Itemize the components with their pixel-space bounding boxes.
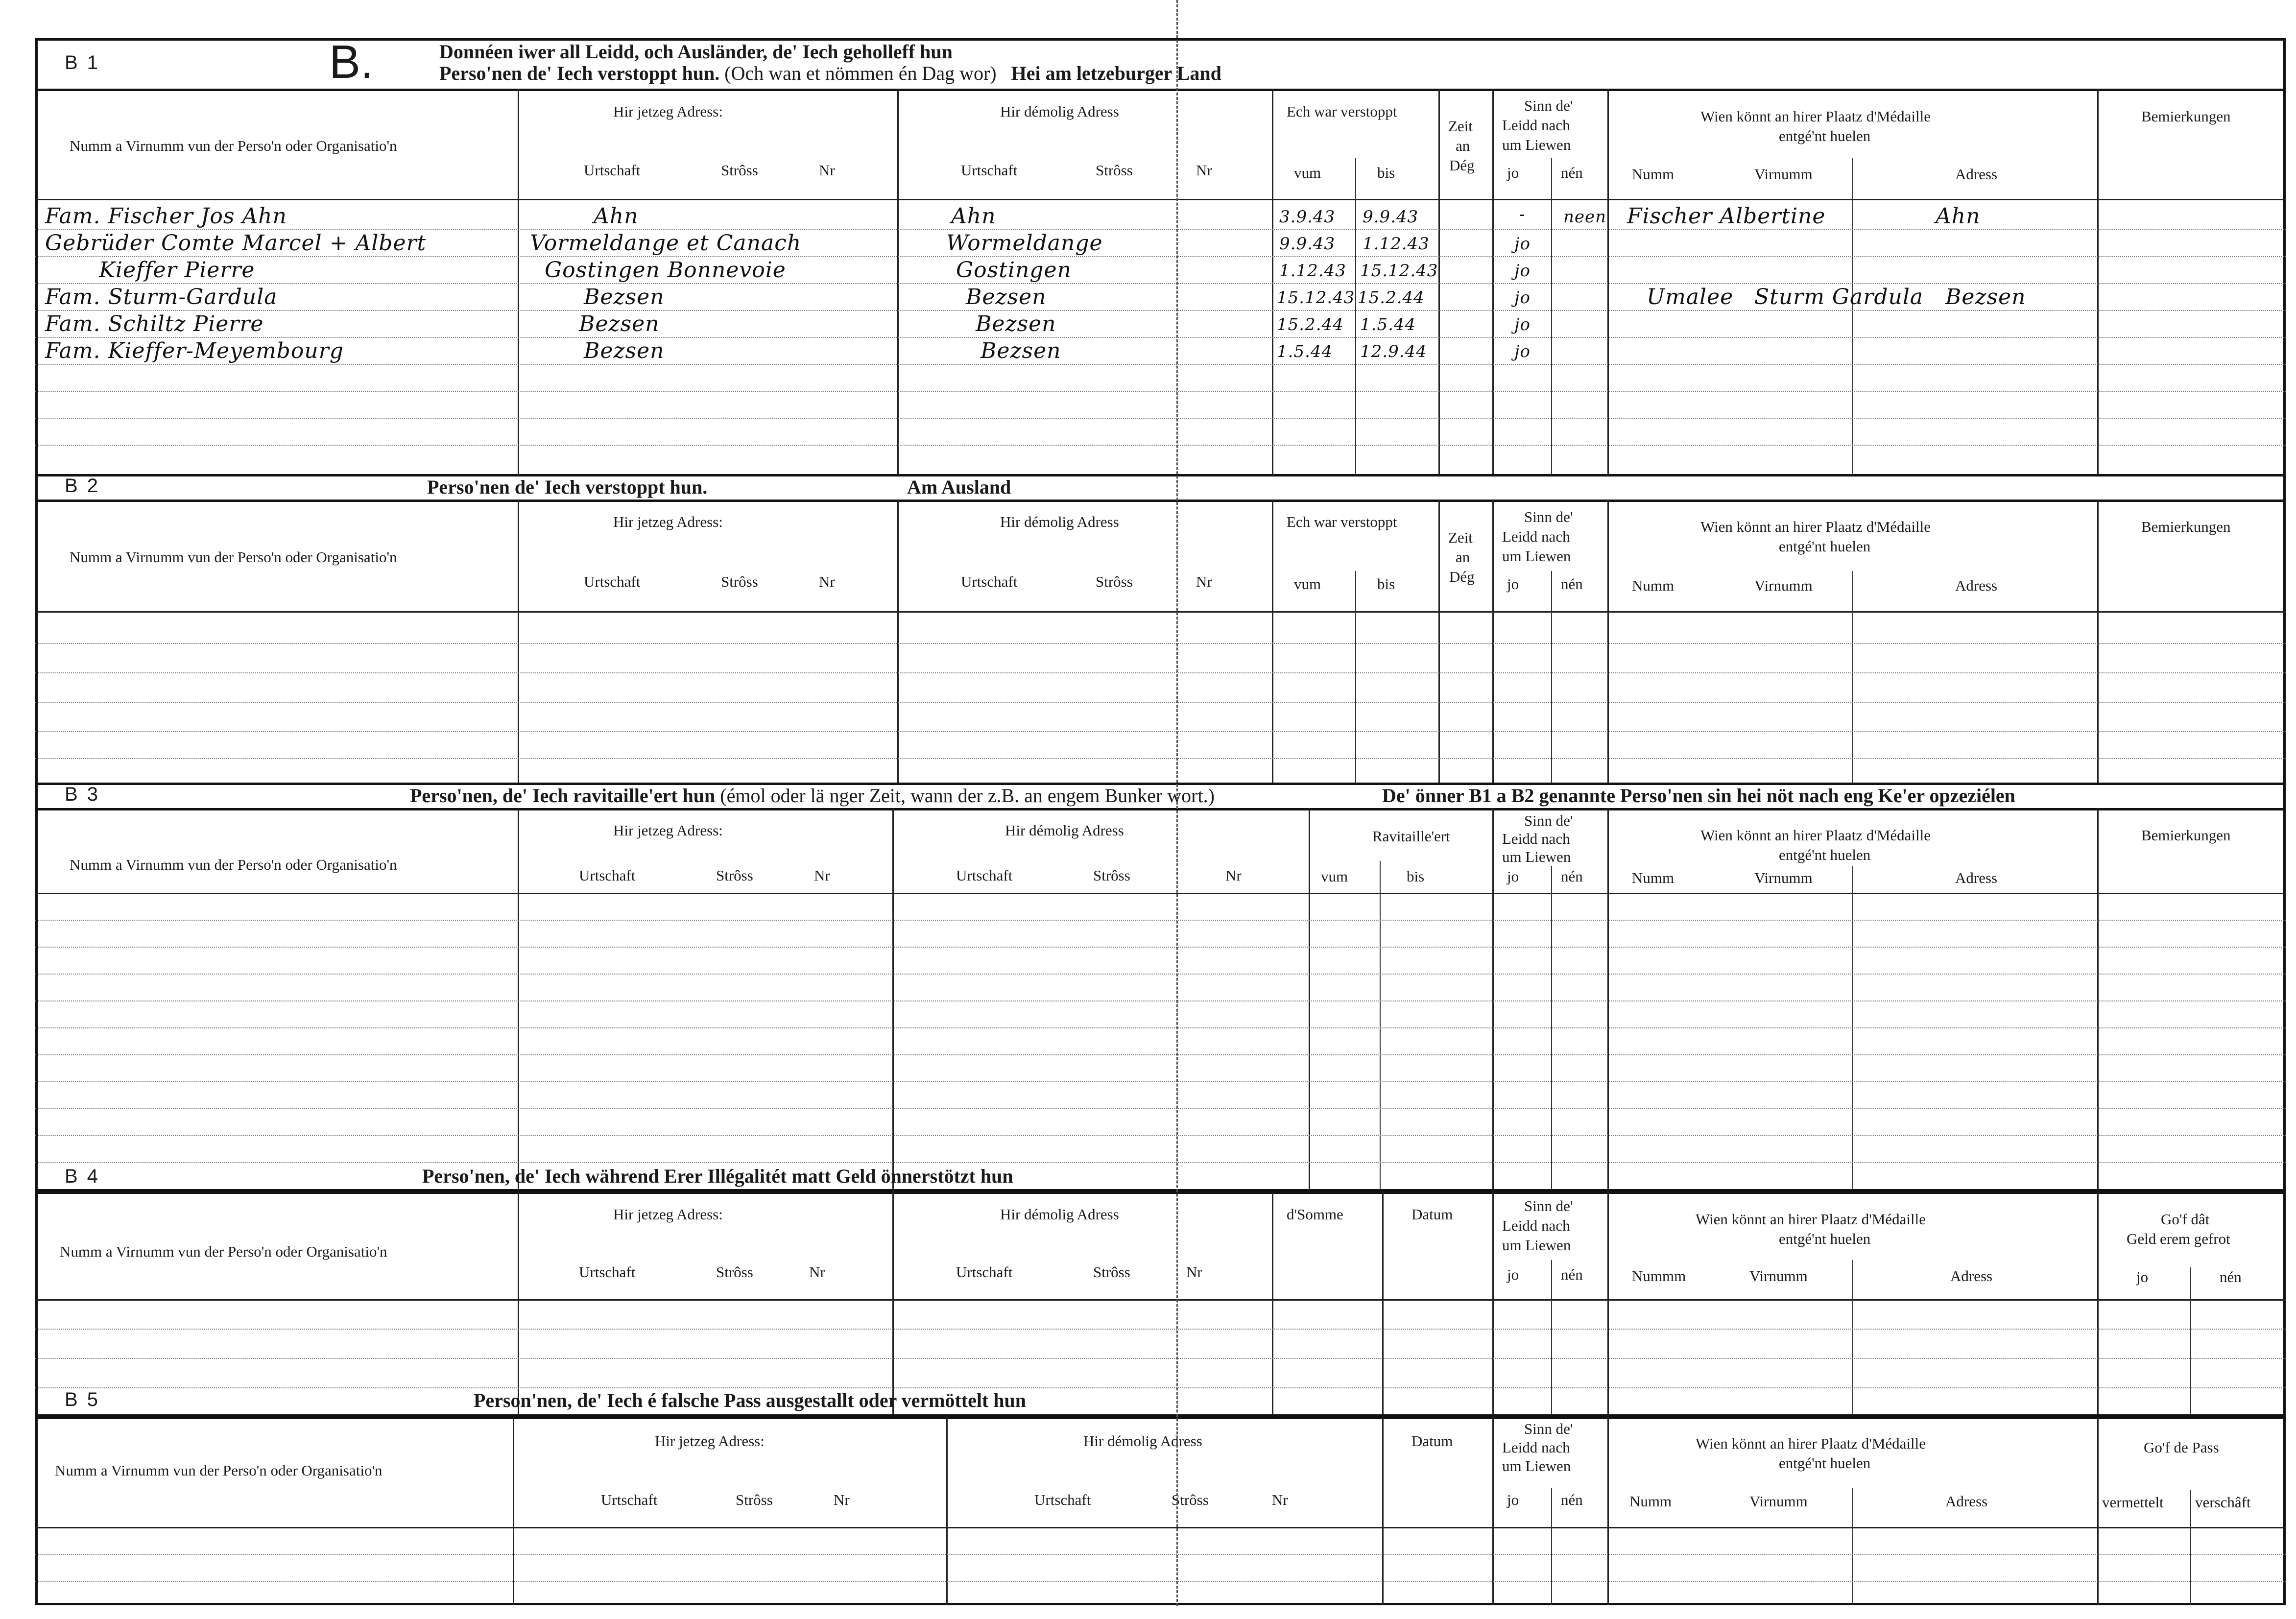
row-line [35,1027,2286,1028]
row-line [35,1000,2286,1001]
row-line [35,1081,2286,1082]
divider [35,1417,2286,1419]
col-divider [518,500,519,783]
row-line [35,1054,2286,1055]
col-divider [1852,1260,1853,1414]
col-street: Strôss [721,573,758,590]
row-line [35,1581,2286,1582]
row-from: 3.9.43 [1279,207,1336,227]
col-divider [2097,1417,2099,1605]
col-divider [1551,158,1552,474]
col-nr: Nr [814,867,830,884]
row-line [35,391,2286,392]
row-line [35,672,2286,673]
b1-title-line2: Perso'nen de' Iech verstoppt hun. (Och wan et nömmen én Dag wor) Hei am letzeburger Land [439,62,1221,84]
row-yes: jo [1514,315,1531,334]
col-alive: Leidd nach [1502,528,1570,545]
col-divider [2097,808,2099,1189]
col-hidden: Ech war verstoppt [1287,103,1397,120]
col-m-first: Virnumm [1754,577,1813,594]
divider [35,1299,2286,1301]
col-former-address: Hir démolig Adress [1083,1432,1202,1450]
col-date: Datum [1411,1206,1453,1223]
row-yes: jo [1514,288,1531,308]
row-current: Bezsen [579,311,660,336]
col-m-name: Nummm [1632,1267,1686,1285]
col-alive: Leidd nach [1502,117,1570,134]
col-m-addr: Adress [1955,166,1998,183]
col-town: Urtschaft [956,1263,1013,1281]
col-street: Strôss [716,867,753,884]
row-m-addr: Bezsen [1945,285,2026,310]
col-yes: jo [1507,868,1519,885]
col-alive: um Liewen [1502,1457,1571,1475]
b5-title: Person'nen, de' Iech é falsche Pass ausgestallt oder vermöttelt hun [474,1389,1027,1411]
col-divider [513,1417,514,1605]
col-medal: entgé'nt huelen [1779,846,1871,863]
row-line [35,364,2286,365]
col-alive: um Liewen [1502,1237,1571,1254]
col-name-label: Numm a Virnumm vun der Perso'n oder Organisatio'n [60,1243,387,1260]
col-yes: jo [1507,1266,1519,1283]
row-line [35,974,2286,975]
col-street: Strôss [736,1491,773,1508]
col-remarks: Bemierkungen [2141,518,2231,535]
row-m-name: Sturm Gardula [1754,285,1924,310]
section-tag-b5: B 5 [65,1389,100,1410]
divider [35,611,2286,613]
col-divider [1380,861,1381,1189]
col-m-first: Virnumm [1754,166,1813,183]
row-to: 1.12.43 [1363,234,1430,254]
col-medal: entgé'nt huelen [1779,1230,1871,1247]
col-town: Urtschaft [579,867,636,884]
row-m-name: Fischer Albertine [1627,204,1826,229]
col-m-addr: Adress [1955,577,1998,594]
col-alive: Sinn de' [1524,97,1573,114]
col-no: nén [1561,575,1583,593]
col-name-label: Numm a Virnumm vun der Perso'n oder Organisatio'n [55,1462,383,1479]
row-name: Fam. Sturm-Gardula [45,285,278,310]
col-medal: entgé'nt huelen [1779,1454,1871,1472]
col-from: vum [1294,164,1321,181]
col-yes: jo [2136,1268,2149,1286]
col-divider [897,89,899,474]
col-town: Urtschaft [961,573,1018,590]
col-divider [1438,89,1440,474]
row-former: Bezsen [981,338,1061,363]
col-nr: Nr [809,1263,825,1281]
col-divider [1607,1191,1609,1414]
divider [35,199,2286,200]
col-divider [897,500,899,783]
b2-title: Perso'nen de' Iech verstoppt hun. [427,476,708,498]
row-name: Fam. Fischer Jos Ahn [45,204,287,229]
col-hidden: Ech war verstoppt [1287,513,1397,530]
col-m-name: Numm [1632,869,1674,886]
row-line [35,1387,2286,1388]
col-yes: jo [1507,1491,1519,1508]
row-current: Bezsen [584,285,665,310]
row-current: Bezsen [584,338,665,363]
col-divider [1607,808,1609,1189]
row-line [35,283,2286,284]
row-line [35,1554,2286,1555]
col-no: nén [1561,164,1583,181]
divider [35,808,2286,810]
col-from: vum [1294,575,1321,593]
col-divider [1852,158,1853,474]
row-former: Gostingen [956,258,1072,283]
col-divider [1551,1488,1552,1605]
col-m-name: Numm [1629,1493,1672,1510]
col-medal: entgé'nt huelen [1779,127,1871,144]
col-medal: Wien könnt an hirer Plaatz d'Médaille [1696,1435,1926,1452]
col-m-name: Numm [1632,166,1674,183]
divider [35,893,2286,894]
row-to: 9.9.43 [1363,207,1419,227]
col-street: Strôss [1093,867,1130,884]
col-street: Strôss [1096,573,1133,590]
col-name-label: Numm a Virnumm vun der Perso'n oder Organisatio'n [70,856,397,873]
col-time: an [1456,548,1470,566]
col-current-address: Hir jetzeg Adress: [613,1206,723,1223]
col-divider [518,1191,519,1414]
b1-title-line1: Donnéen iwer all Leidd, och Ausländer, de' Iech geholleff hun [439,41,953,63]
col-former-address: Hir démolig Adress [1005,822,1124,839]
row-line [35,1329,2286,1330]
col-yes: jo [1507,164,1519,181]
row-from: 1.12.43 [1279,261,1346,281]
col-divider [1492,1191,1494,1414]
col-town: Urtschaft [579,1263,636,1281]
col-divider [1382,1417,1384,1605]
row-former: Bezsen [976,311,1056,336]
b3-title-right: De' önner B1 a B2 genannte Perso'nen sin hei nöt nach eng Ke'er opzeziélen [1382,785,2015,807]
row-line [35,643,2286,644]
row-yes: jo [1514,234,1531,254]
col-former-address: Hir démolig Adress [1000,1206,1119,1223]
row-line [35,256,2286,257]
col-divider [1272,89,1273,474]
col-time: Zeit [1448,118,1473,135]
col-sum: d'Somme [1287,1206,1343,1223]
row-name: Fam. Schiltz Pierre [45,311,264,336]
col-medal: Wien könnt an hirer Plaatz d'Médaille [1700,108,1931,125]
col-time: Dég [1449,157,1475,174]
col-from: vum [1321,868,1348,885]
col-divider [2190,1490,2191,1605]
col-to: bis [1377,164,1395,181]
row-line [35,758,2286,759]
col-divider [1492,808,1494,1189]
col-made: verschâft [2195,1494,2251,1511]
col-nr: Nr [1186,1263,1202,1281]
col-alive: Sinn de' [1524,812,1573,829]
row-from: 15.2.44 [1277,315,1344,334]
col-divider [2097,89,2099,474]
col-divider [2097,500,2099,783]
col-nr: Nr [819,573,835,590]
col-no: nén [1561,1266,1583,1283]
row-current: Vormeldange et Canach [530,231,802,256]
col-divider [1607,89,1609,474]
col-street: Strôss [1172,1491,1209,1508]
col-alive: Sinn de' [1524,1197,1573,1214]
form-sheet [35,38,2286,1605]
col-nr: Nr [1196,162,1212,179]
col-divider [892,1191,894,1414]
row-line [35,731,2286,732]
col-time: Dég [1449,568,1475,585]
col-m-first: Virnumm [1754,869,1813,886]
row-yes: - [1519,205,1526,224]
row-from: 15.12.43 [1277,288,1355,308]
divider [35,474,2286,476]
col-divider [1492,500,1494,783]
col-medal: Wien könnt an hirer Plaatz d'Médaille [1696,1211,1926,1228]
section-tag-b3: B 3 [65,784,100,805]
row-to: 15.2.44 [1358,288,1425,308]
b3-title: Perso'nen, de' Iech ravitaille'ert hun (émol oder lä nger Zeit, wann der z.B. an engem Bunker wort.) [410,785,1215,807]
col-divider [518,808,519,1189]
col-remarks: Bemierkungen [2141,827,2231,844]
col-mediated: vermettelt [2102,1494,2164,1511]
col-divider [1607,1417,1609,1605]
row-line [35,702,2286,703]
col-nr: Nr [1225,867,1242,884]
col-m-addr: Adress [1955,869,1998,886]
b2-title-right: Am Ausland [907,476,1011,498]
divider [35,500,2286,502]
row-no: neen [1563,207,1607,227]
col-divider [1438,500,1440,783]
col-m-addr: Adress [1945,1493,1988,1510]
row-former: Wormeldange [946,231,1103,256]
col-town: Urtschaft [601,1491,658,1508]
col-supplied: Ravitaille'ert [1372,828,1450,845]
col-divider [1551,571,1552,783]
col-gave-back: Geld erem gefrot [2127,1230,2230,1247]
col-m-addr: Adress [1950,1267,1993,1285]
col-alive: um Liewen [1502,848,1571,865]
section-tag-b4: B 4 [65,1166,100,1187]
col-divider [1272,1191,1273,1414]
col-alive: um Liewen [1502,136,1571,153]
col-pass: Go'f de Pass [2144,1439,2219,1456]
row-yes: jo [1514,342,1531,361]
col-name-label: Numm a Virnumm vun der Perso'n oder Organisatio'n [70,548,397,566]
row-to: 15.12.43 [1360,261,1438,281]
col-divider [1852,1488,1853,1605]
fold-line [1176,0,1178,1606]
col-divider [1355,158,1356,474]
section-tag-b2: B 2 [65,475,100,497]
row-line [35,1108,2286,1109]
col-street: Strôss [1093,1263,1130,1281]
col-street: Strôss [721,162,758,179]
col-no: nén [2220,1268,2242,1286]
section-big-letter: B. [329,36,374,88]
row-line [35,310,2286,311]
row-current: Gostingen Bonnevoie [545,258,786,283]
row-line [35,418,2286,419]
col-street: Strôss [716,1263,753,1281]
row-line [35,947,2286,948]
col-date: Datum [1411,1432,1453,1450]
row-current: Ahn [594,204,639,229]
divider [35,1191,2286,1194]
col-remarks: Bemierkungen [2141,108,2231,125]
col-alive: Leidd nach [1502,830,1570,847]
col-divider [1492,89,1494,474]
col-divider [892,808,894,1189]
row-former: Ahn [951,204,996,229]
col-town: Urtschaft [584,573,641,590]
col-m-name: Numm [1632,577,1674,594]
col-alive: um Liewen [1502,548,1571,565]
col-current-address: Hir jetzeg Adress: [655,1432,765,1450]
row-former: Bezsen [966,285,1047,310]
col-divider [1382,1191,1384,1414]
row-line [35,920,2286,921]
col-no: nén [1561,868,1583,885]
row-m-addr: Ahn [1936,204,1981,229]
row-to: 12.9.44 [1360,342,1427,361]
col-town: Urtschaft [1034,1491,1091,1508]
row-line [35,229,2286,230]
col-current-address: Hir jetzeg Adress: [613,822,723,839]
row-to: 1.5.44 [1360,315,1416,334]
col-town: Urtschaft [961,162,1018,179]
col-medal: entgé'nt huelen [1779,538,1871,555]
col-town: Urtschaft [584,162,641,179]
col-alive: Leidd nach [1502,1217,1570,1234]
col-divider [1852,571,1853,783]
col-time: Zeit [1448,529,1473,546]
col-alive: Sinn de' [1524,1420,1573,1437]
row-yes: jo [1514,261,1531,281]
row-name: Gebrüder Comte Marcel + Albert [45,231,427,256]
col-time: an [1456,137,1470,154]
row-from: 1.5.44 [1277,342,1333,361]
col-divider [2097,1191,2099,1414]
col-nr: Nr [834,1491,850,1508]
col-alive: Sinn de' [1524,508,1573,525]
col-medal: Wien könnt an hirer Plaatz d'Médaille [1700,827,1931,844]
col-no: nén [1561,1491,1583,1508]
row-m-first: Umalee [1647,285,1734,310]
form-border [35,38,2286,1605]
col-nr: Nr [1272,1491,1288,1508]
row-name: Kieffer Pierre [99,258,255,283]
row-line [35,445,2286,446]
col-nr: Nr [819,162,835,179]
divider [35,89,2286,91]
col-divider [1551,1260,1552,1414]
col-medal: Wien könnt an hirer Plaatz d'Médaille [1700,518,1931,535]
row-line [35,1135,2286,1136]
col-former-address: Hir démolig Adress [1000,513,1119,530]
row-line [35,337,2286,338]
b4-title: Perso'nen, de' Iech während Erer Illégalitét matt Geld önnerstötzt hun [422,1165,1013,1187]
col-divider [2190,1267,2191,1414]
col-street: Strôss [1096,162,1133,179]
col-divider [946,1417,948,1605]
col-divider [1607,500,1609,783]
col-m-first: Virnumm [1749,1267,1808,1285]
row-line [35,1358,2286,1359]
divider [35,1527,2286,1528]
col-current-address: Hir jetzeg Adress: [613,103,723,120]
col-divider [518,89,519,474]
col-former-address: Hir démolig Adress [1000,103,1119,120]
row-name: Fam. Kieffer-Meyembourg [45,338,344,363]
section-tag-b1: B 1 [65,52,100,73]
col-alive: Leidd nach [1502,1439,1570,1456]
col-town: Urtschaft [956,867,1013,884]
col-divider [1272,500,1273,783]
row-from: 9.9.43 [1279,234,1336,254]
col-yes: jo [1507,575,1519,593]
col-divider [1355,571,1356,783]
col-divider [1309,808,1310,1189]
col-nr: Nr [1196,573,1212,590]
col-current-address: Hir jetzeg Adress: [613,513,723,530]
row-line [35,1162,2286,1163]
col-name-label: Numm a Virnumm vun der Perso'n oder Organisatio'n [70,137,397,154]
col-to: bis [1377,575,1395,593]
col-divider [1492,1417,1494,1605]
col-to: bis [1407,868,1425,885]
col-gave-back: Go'f dât [2161,1211,2210,1228]
col-m-first: Virnumm [1749,1493,1808,1510]
